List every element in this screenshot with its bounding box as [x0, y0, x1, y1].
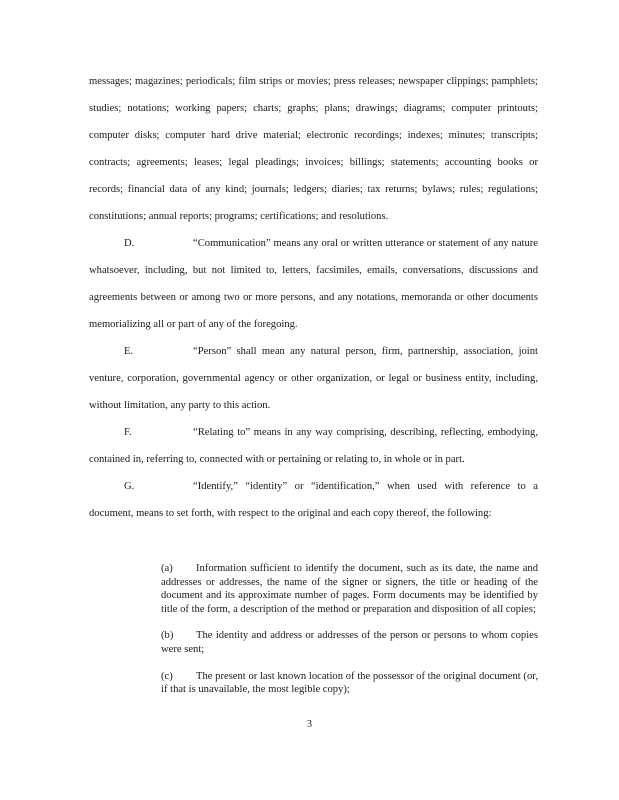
definition-f [89, 419, 538, 473]
intro-paragraph: messages; magazines; periodicals; film strips or movies; press releases; newspaper clippings; pamphlets; studies; notations; working papers; charts; graphs; plans; drawings; diagrams; computer printouts; computer disks; computer hard drive material; electronic recordings; indexes; minutes; transcripts; contracts; agreements; leases; legal pleadings; invoices; billings; statements; accounting books or records; financial data of any kind; journals; ledgers; diaries; tax returns; bylaws; rules; regulations; constitutions; annual reports; programs; certifications; and resolutions. [89, 76, 538, 222]
definition-g [89, 473, 538, 527]
subitem-a [161, 562, 538, 616]
subitem-text: Information sufficient to identify the document, such as its date, the name and addresses or addresses, the name of the signer or signers, the title or heading of the document and its approximate number of pages. Form documents may be identified by title of the form, a description of the method or preparation and disposition of all copies; [161, 563, 538, 615]
subitem-label: (c) [161, 670, 173, 682]
definition-text: “Communication” means any oral or written utterance or statement of any nature whatsoever, including, but not limited to, letters, facsimiles, emails, conversations, discussions and agreements between or among two or more persons, and any notations, memoranda or other documents memorializing all or part of any of the foregoing. [89, 238, 538, 330]
subitem-c [161, 670, 538, 697]
definition-label: F. [124, 427, 132, 438]
definition-text: “Relating to” means in any way comprising, describing, reflecting, embodying, contained in, referring to, connected with or pertaining or relating to, in whole or in part. [89, 427, 538, 465]
definition-label: G. [124, 481, 135, 492]
definition-text: “Person” shall mean any natural person, firm, partnership, association, joint venture, corporation, governmental agency or other organization, or legal or business entity, including, without limitation, any party to this action. [89, 346, 538, 411]
definition-text: “Identify,” “identity” or “identification,” when used with reference to a document, means to set forth, with respect to the original and each copy thereof, the following: [89, 481, 538, 519]
definition-d [89, 230, 538, 338]
subitem-list [161, 562, 538, 710]
document-body [89, 68, 538, 527]
subitem-b [161, 629, 538, 656]
definition-label: D. [124, 238, 135, 249]
page-number: 3 [307, 719, 312, 730]
subitem-label: (a) [161, 563, 173, 574]
definition-label: E. [124, 346, 134, 357]
subitem-text: The present or last known location of the possessor of the original document (or, if that is unavailable, the most legible copy); [161, 670, 538, 696]
subitem-label: (b) [161, 630, 174, 642]
definition-e [89, 338, 538, 419]
subitem-text: The identity and address or addresses of the person or persons to whom copies were sent; [161, 630, 538, 655]
